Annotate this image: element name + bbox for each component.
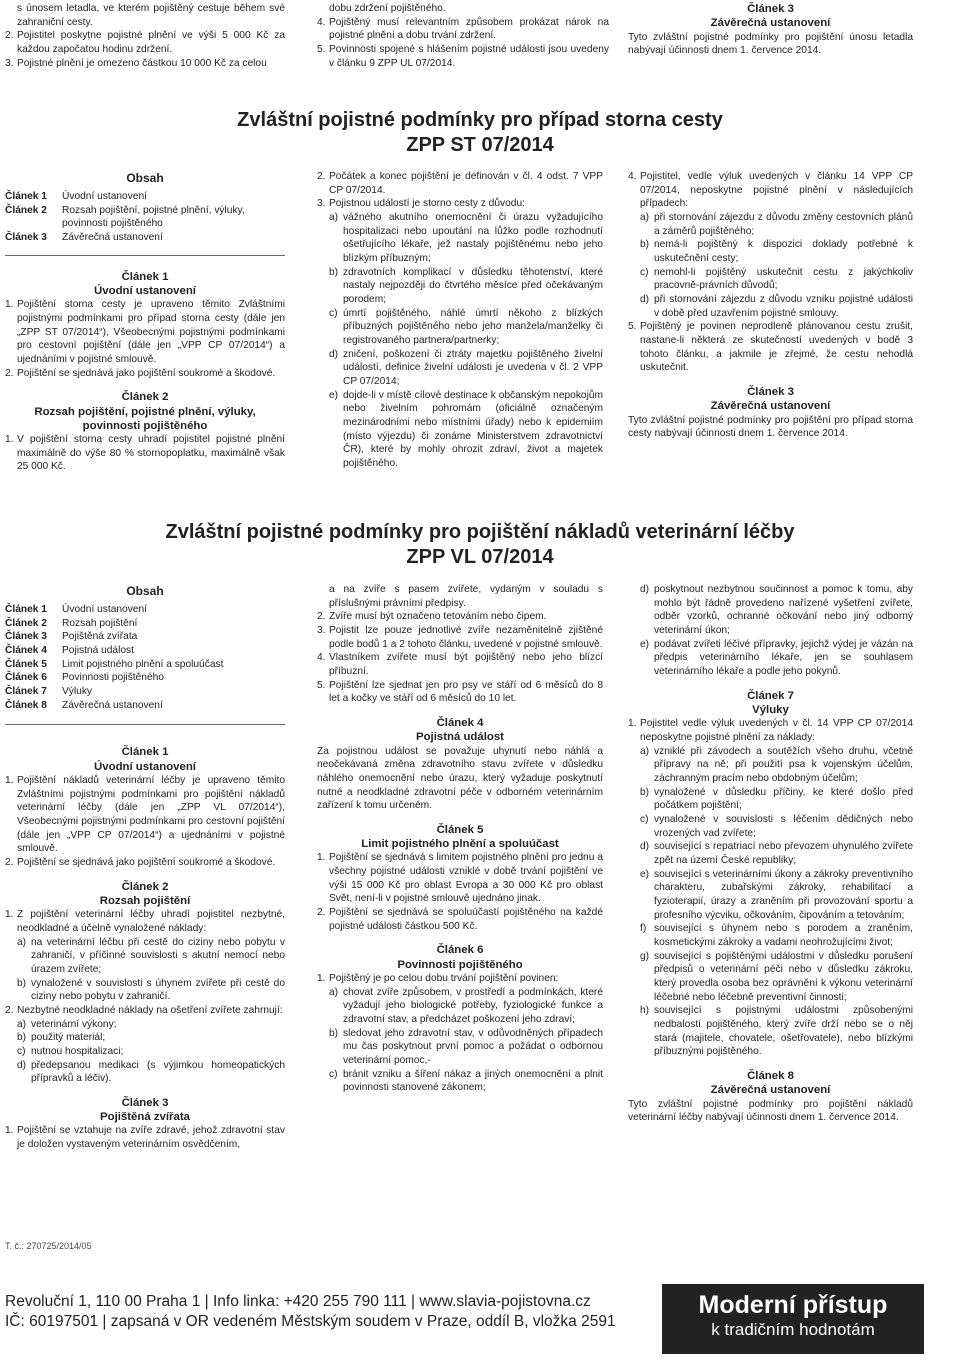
- st-code: ZPP ST 07/2014: [406, 134, 554, 156]
- top-col-2: [317, 2, 609, 70]
- toc-row: Článek 5 Limit pojistného plnění a spoluúčast: [5, 658, 224, 670]
- st-a2-number: Článek 2: [121, 391, 169, 404]
- st-a2-p2: 2. Počátek a konec pojištění je definován v čl. 4 odst. 7 VPP CP 07/2014.: [317, 171, 603, 196]
- vl-a2-title: Rozsah pojištění: [99, 894, 191, 907]
- slogan-badge: [662, 1284, 924, 1354]
- list-item: f) související s úhynem nebo s porodem a zraněním, kosmetickými zákroky a vadami neohrožujícími život;: [640, 923, 913, 948]
- list-item: d) zničení, poškození či ztráty majetku pojištěného živelní událostí, definice živelní události je uvedena v čl. 2 VPP CP 07/2014;: [329, 348, 603, 388]
- vl-a2-p2-items: [5, 1018, 285, 1086]
- vl-a3-title: Pojištěná zvířata: [100, 1111, 190, 1124]
- list-item: h) související s pojistnými událostmi způsobenými nedbalostí pojištěného, který zvíře drží nebo se o něj stará (majitele, chovatele, ošetřovatele), nebo blízkými příbuznými pojištěného.: [640, 1005, 913, 1058]
- top-col-2-list: [317, 2, 609, 70]
- st-a1-p2: 2. Pojištění se sjednává jako pojištění soukromé a škodové.: [5, 367, 276, 379]
- list-item: c) nemohl-li pojištěný uskutečnit cestu z jakýchkoliv pracovně-právních důvodů;: [640, 266, 913, 292]
- vl-a5-items: [317, 851, 603, 933]
- st-a3-title: Závěrečná ustanovení: [710, 400, 831, 413]
- list-item: d) související s repatriací nebo převozem uhynulého zvířete zpět na území České republiky;: [640, 841, 913, 866]
- vl-a1-title: Úvodní ustanovení: [94, 760, 196, 773]
- top-article-3-text: Tyto zvláštní pojistné podmínky pro pojištění únosu letadla nabývají účinnosti dnem 1. července 2014.: [628, 31, 913, 57]
- st-col-2: [317, 170, 603, 471]
- vl-a7-title: Výluky: [752, 703, 789, 716]
- st-col-1: [5, 170, 285, 474]
- toc-row: Článek 7 Výluky: [5, 686, 93, 698]
- vl-code: ZPP VL 07/2014: [406, 546, 554, 568]
- vl-a7-number: Článek 7: [747, 689, 794, 702]
- list-item: 5. Pojištění lze sjednat jen pro psy ve stáří od 6 měsíců do 8 let a kočky ve stáří od 6 měsíců do 10 let.: [317, 679, 603, 705]
- list-item: a) při stornování zájezdu z důvodu změny cestovních plánů a záměrů pojištěného;: [640, 212, 913, 237]
- vl-title: Zvláštní pojistné podmínky pro pojištění nákladů veterinární léčby: [165, 521, 795, 543]
- toc-row: Článek 6 Povinnosti pojištěného: [5, 672, 164, 684]
- toc-row: Článek 2 Rozsah pojištění: [5, 617, 138, 629]
- list-item: 3. Pojistné plnění je omezeno částkou 10 000 Kč za celou: [5, 57, 267, 69]
- vl-a2-p2: 2. Nezbytné neodkladné náklady na ošetření zvířete zahrnují:: [5, 1004, 283, 1016]
- vl-toc-divider: [5, 724, 285, 725]
- vl-col-2: [317, 583, 603, 1095]
- vl-a8-number: Článek 8: [747, 1070, 794, 1082]
- vl-a7-items: [628, 745, 913, 1059]
- list-item: b) vynaložené v souvislosti s úhynem zvířete při cestě do ciziny nebo pobytu v zahraničí.: [17, 977, 285, 1003]
- list-item: a) vzniklé při závodech a soutěžích všeho druhu, včetně přípravy na ně; při použití psa k vojenským účelům, záchranným pracím nebo obdobným účelům;: [640, 745, 913, 784]
- toc-row: Článek 8 Závěrečná ustanovení: [5, 699, 163, 711]
- vl-a4-text: Za pojistnou událost se považuje uhynutí nebo náhlá a neočekávaná změna zdravotního stavu zvířete v důsledku náhlého onemocnění nebo úrazu, který vyžaduje poskytnutí nutné a neodkladné zdravotní péče v odborném veterinárním zařízení k tomu určeném.: [317, 745, 603, 812]
- vl-a8-title: Závěrečná ustanovení: [710, 1084, 831, 1097]
- vl-toc-title: Obsah: [126, 584, 164, 598]
- toc-row: Článek 1 Úvodní ustanovení: [5, 191, 147, 203]
- top-article-3-title: Závěrečná ustanovení: [710, 17, 831, 30]
- slogan-line-1: Moderní přístup: [698, 1291, 888, 1319]
- toc-row: Článek 3 Závěrečná ustanovení: [5, 232, 163, 244]
- list-item: b) zdravotních komplikací v důsledku těhotenství, které nastaly nejpozději do čtvrtého měsíce před očekávaným porodem;: [329, 266, 603, 306]
- list-item: dobu zdržení pojištěného.: [329, 3, 446, 14]
- list-item: e) související s veterinárními úkony a zákroky preventivního charakteru, zubařskými zákroky, rehabilitací a fyzioterapií, úrazy a zraněním při provozování sportu a profesního výcviku, očkováním, čipováním a tetováním;: [640, 868, 913, 921]
- vl-a2-p1: 1. Z pojištění veterinární léčby uhradí pojistitel nezbytné, neodkladné a účelně vynaložené náklady:: [5, 909, 285, 934]
- st-a1-number: Článek 1: [121, 270, 169, 283]
- toc-row: Článek 4 Pojistná událost: [5, 645, 134, 657]
- list-item: 2. Zvíře musí být označeno tetováním nebo čipem.: [317, 611, 547, 623]
- st-a2-p1: 1. V pojištění storna cesty uhradí pojistitel pojistné plnění maximálně do výše 80 % stornopoplatku, maximálně však 25 000 Kč.: [5, 434, 285, 473]
- top-col-1-list: [5, 2, 285, 70]
- toc-row: Článek 3 Pojištěná zvířata: [5, 631, 138, 643]
- list-item: s únosem letadla, ve kterém pojištěný cestuje během své zahraniční cesty.: [17, 3, 285, 28]
- st-a1-p1: 1. Pojištění storna cesty je upraveno těmito Zvláštními pojistnými podmínkami pro případ storna cesty (dále jen „ZPP ST 07/2014“), Všeobecnými pojistnými podmínkami pro cestovní pojištění (dále jen „VPP CP 07/2014“) a ujednáními v pojistné smlouvě.: [5, 299, 285, 365]
- list-item: 1. Pojištění se sjednává s limitem pojistného plnění pro jednu a všechny pojistné události vzniklé v době trvání pojištění ve výši 15 000 Kč pro oblast Evropa a 30 000 Kč pro oblast Svět, není-li v pojistné smlouvě ujednáno jinak.: [317, 852, 603, 905]
- list-item: 4. Pojištěný musí relevantním způsobem prokázat nárok na pojistné plnění a dobu trvání zdržení.: [317, 16, 609, 42]
- st-a3-number: Článek 3: [747, 386, 794, 399]
- vl-a1-p2: 2. Pojištění se sjednává jako pojištění soukromé a škodové.: [5, 856, 276, 868]
- vl-a4-title: Pojistná událost: [416, 731, 504, 744]
- list-item: 4. Vlastníkem zvířete musí být pojištěný nebo jeho blízcí příbuzní.: [317, 652, 603, 678]
- list-item: b) vynaložené v důsledku příčiny, ke které došlo před počátkem pojištění;: [640, 786, 913, 812]
- company-address-line: Revoluční 1, 110 00 Praha 1 | Info linka: +420 255 790 111 | www.slavia-pojistovna.cz: [5, 1293, 591, 1310]
- list-item: d) předepsanou medikaci (s výjimkou homeopatických přípravků a léčiv).: [17, 1059, 285, 1085]
- company-registration-line: IČ: 60197501 | zapsaná v OR vedeném Městským soudem v Praze, oddíl B, vložka 2591: [5, 1313, 616, 1331]
- list-item: 3. Pojistit lze pouze jednotlivé zvíře nezaměnitelně zjištěné podle bodů 1 a 2 tohoto článku, uvedené v pojistné smlouvě.: [317, 625, 603, 650]
- vl-a6-items: [317, 986, 603, 1095]
- st-a3-text: Tyto zvláštní pojistné podmínky pro pojištění pro případ storna cesty nabývají účinnosti dnem 1. července 2014.: [628, 414, 913, 440]
- st-a2-p3: 3. Pojistnou událostí je storno cesty z důvodu:: [317, 198, 525, 210]
- list-item: a) veterinární výkony;: [17, 1018, 117, 1030]
- company-info: [5, 1292, 616, 1332]
- list-item: e) dojde-li v místě cílové destinace k občanským nepokojům nebo živelním pohromám (oficiálně označeným mezinárodními nebo místními úřady) nebo k epidemiím (místo výjezdu) či zonáme Ministerstvem zdravotnictví ČR), které by mohly ohrozit zdraví, život a majetek pojištěného.: [329, 389, 603, 470]
- list-item: 2. Pojištění se sjednává se spoluúčastí pojištěného na každé pojistné události částkou 500 Kč.: [317, 907, 603, 932]
- st-col-3: [628, 170, 913, 441]
- vl-a3-items: [317, 610, 603, 706]
- slogan-line-2: k tradičním hodnotám: [711, 1320, 875, 1339]
- st-toc: [5, 190, 285, 245]
- list-item: c) nutnou hospitalizaci;: [17, 1045, 124, 1057]
- st-a2-p5: 5. Pojištěný je povinen neprodleně plánovanou cestu zrušit, nastane-li některá ze skutečností uvedených v bodě 3 tohoto článku, a jakmile je zřejmé, že cestu nehodlá uskutečnit.: [628, 321, 913, 374]
- top-col-1: [5, 2, 285, 70]
- vl-a6-p1: 1. Pojištěný je po celou dobu trvání pojištění povinen:: [317, 972, 559, 984]
- vl-a8-text: Tyto zvláštní pojistné podmínky pro pojištění nákladů veterinární léčby nabývají účinnosti dnem 1. července 2014.: [628, 1098, 913, 1124]
- vl-a1-number: Článek 1: [121, 746, 169, 759]
- st-a2-p4-items: [628, 211, 913, 320]
- vl-a7-p1: 1. Pojistitel vedle výluk uvedených v čl. 14 VPP CP 07/2014 neposkytne pojistné plnění za náklady:: [628, 718, 913, 743]
- vl-a1-p1: 1. Pojištění nákladů veterinární léčby je upraveno těmito Zvláštními pojistnými podmínkami pro pojištění nákladů veterinární léčby (dále jen „ZPP VL 07/2014“), Všeobecnými pojistnými podmínkami pro cestovní pojištění (dále jen „VPP CP 07/2014“) a ujednáními v pojistné smlouvě.: [5, 774, 285, 855]
- list-item: c) bránit vzniku a šíření nákaz a jiných onemocnění a plnit povinnosti stanovené zákonem;: [329, 1068, 603, 1094]
- vl-col-1: [5, 583, 285, 1152]
- list-item: a) na veterinární léčbu při cestě do ciziny nebo pobytu v zahraničí, v příčinné souvislosti s akutní nemocí nebo úrazem zvířete;: [17, 936, 285, 975]
- list-item: c) úmrtí pojištěného, náhlé úmrtí někoho z blízkých příbuzných pojištěného nebo jeho manžela/manželky či registrovaného partnera/partnerky;: [329, 307, 603, 347]
- list-item: e) podávat zvířeti léčivé přípravky, jejichž výdej je vázán na předpis veterinárního lékaře, jen se souhlasem veterinárního lékaře a podle jeho pokynů.: [640, 638, 913, 678]
- list-item: a) chovat zvíře způsobem, v prostředí a podmínkách, které vyžadují jeho biologické potřeby, fyziologické funkce a zdravotní stav, a předcházet poškození jeho zdraví;: [329, 986, 603, 1025]
- vl-a4-number: Článek 4: [436, 717, 484, 730]
- toc-row: Článek 1 Úvodní ustanovení: [5, 604, 147, 616]
- list-item: 2. Pojistitel poskytne pojistné plnění ve výši 5 000 Kč za každou započatou hodinu zdržení.: [5, 30, 285, 56]
- list-item: d) poskytnout nezbytnou součinnost a pomoc k tomu, aby mohlo být řádně provedeno nařízené vyšetření zvířete, odběr vzorků, ochranné očkování nebo jiný odborný veterinární úkon;: [640, 584, 913, 637]
- vl-a2-p1-items: [5, 936, 285, 1004]
- list-item: b) nemá-li pojištěný k dispozici doklady potřebné k uskutečnění cesty;: [640, 239, 913, 265]
- list-item: 5. Povinnosti spojené s hlášením pojistné události jsou uvedeny v článku 9 ZPP UL 07/2014.: [317, 44, 609, 69]
- vl-a5-title: Limit pojistného plnění a spoluúčast: [361, 838, 559, 851]
- st-a2-p4: 4. Pojistitel, vedle výluk uvedených v článku 14 VPP CP 07/2014, neposkytne pojistné plnění v následujících případech:: [628, 171, 913, 210]
- document-number: T. č.: 270725/2014/05: [5, 1241, 92, 1251]
- vl-a3-p1: 1. Pojištění se vztahuje na zvíře zdravé, jehož zdravotní stav je doložen vystaveným veterinárním osvědčením,: [5, 1125, 285, 1151]
- vl-a6-items-continued: [628, 583, 913, 679]
- vl-a3-number: Článek 3: [121, 1096, 169, 1109]
- st-toc-title: Obsah: [126, 171, 164, 185]
- top-col-3: [628, 2, 913, 58]
- vl-a3-p1-continued: a na zvíře s pasem zvířete, vydaným v souladu s příslušnými právními předpisy.: [329, 584, 603, 609]
- toc-row: Článek 2 Rozsah pojištění, pojistné plnění, výluky, povinnosti pojištěného: [5, 204, 245, 230]
- vl-a5-number: Článek 5: [436, 823, 484, 836]
- list-item: g) související s pojištěnými událostmi v důsledku porušení předpisů o veterinární péči nebo v důsledku zákroku, který provedla osoba bez oprávnění k výkonu veterinární léčebné nebo léčebně preventivní činnosti;: [640, 950, 913, 1003]
- list-item: b) použitý materiál;: [17, 1032, 106, 1044]
- list-item: c) vynaložené v souvislosti s léčením dědičných nebo vrozených vad zvířete;: [640, 813, 913, 839]
- list-item: b) sledovat jeho zdravotní stav, v odůvodněných případech mu čas poskytnout první pomoc a požádat o odbornou veterinární pomoc,-: [329, 1027, 603, 1066]
- vl-col-3: [628, 583, 913, 1125]
- list-item: d) při stornování zájezdu z důvodu vzniku pojistné události v době před uzavřením pojistné smlouvy.: [640, 294, 913, 319]
- list-item: a) vážného akutního onemocnění či úrazu vyžadujícího hospitalizaci nebo upoutání na lůžko podle rozhodnutí ošetřujícího lékaře, jež nastaly pojištěnému nebo jeho blízkým příbuzným;: [329, 212, 603, 265]
- st-toc-divider: [5, 255, 285, 256]
- vl-a2-number: Článek 2: [121, 880, 169, 893]
- st-a2-title: Rozsah pojištění, pojistné plnění, výluky, povinnosti pojištěného: [34, 405, 256, 432]
- st-title: Zvláštní pojistné podmínky pro případ storna cesty: [237, 109, 723, 131]
- vl-a6-number: Článek 6: [436, 944, 484, 957]
- top-article-3-number: Článek 3: [747, 3, 794, 15]
- vl-toc: [5, 603, 285, 712]
- vl-a6-title: Povinnosti pojištěného: [397, 958, 523, 971]
- st-a1-title: Úvodní ustanovení: [94, 285, 196, 298]
- st-a2-p3-items: [317, 211, 603, 471]
